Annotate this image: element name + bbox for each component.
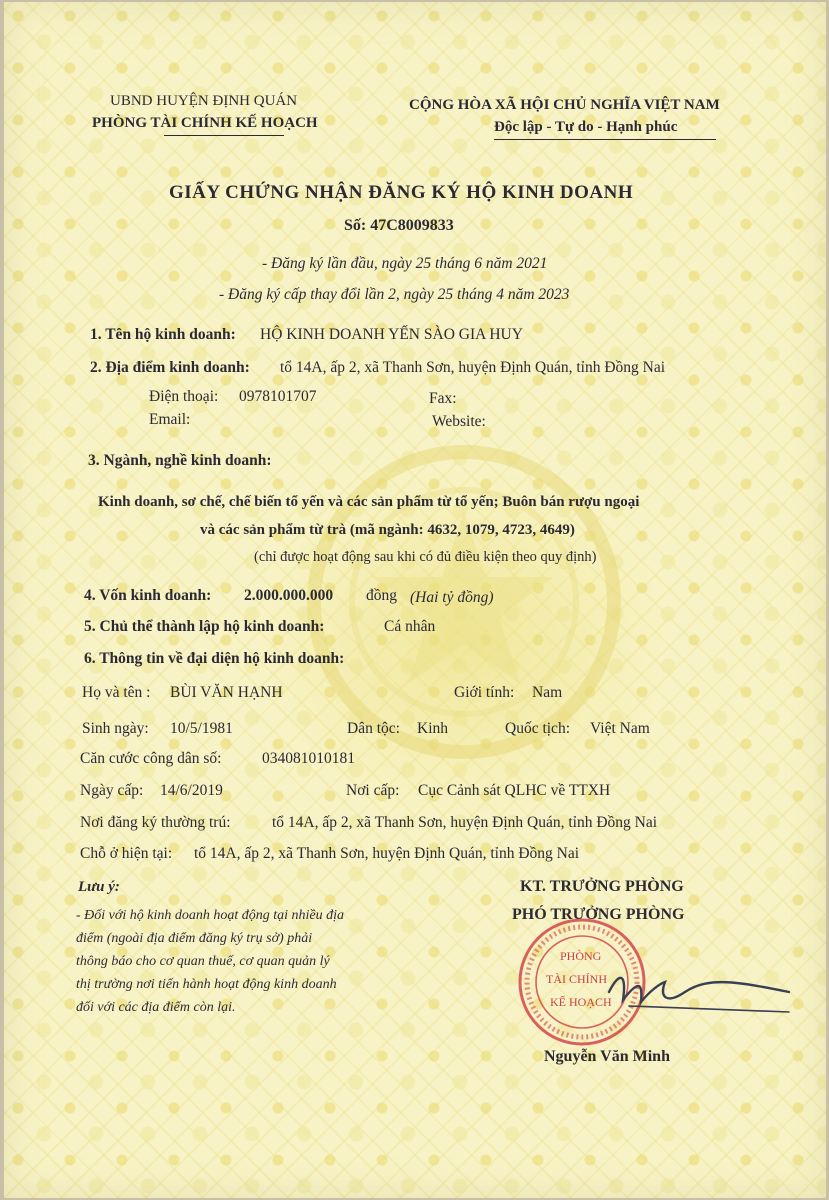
business-lines-note: (chỉ được hoạt động sau khi có đủ điều kiện theo quy định) xyxy=(254,549,597,565)
rep-nationality-value: Việt Nam xyxy=(590,720,650,737)
business-lines-label: 3. Ngành, nghề kinh doanh: xyxy=(88,452,272,469)
rep-id-value: 034081010181 xyxy=(262,750,355,767)
header-right-line2: Độc lập - Tự do - Hạnh phúc xyxy=(494,119,678,135)
rep-ethnic-label: Dân tộc: xyxy=(347,720,400,737)
signer-title-line2: PHÓ TRƯỞNG PHÒNG xyxy=(512,906,685,923)
header-right-rule xyxy=(494,139,716,140)
rep-ethnic-value: Kinh xyxy=(417,720,448,737)
rep-residence-label: Nơi đăng ký thường trú: xyxy=(80,814,231,831)
founder-value: Cá nhân xyxy=(384,618,436,635)
rep-issue-place-label: Nơi cấp: xyxy=(346,782,400,799)
rep-current-value: tổ 14A, ấp 2, xã Thanh Sơn, huyện Định Quán, tỉnh Đồng Nai xyxy=(194,845,580,862)
note-line: đối với các địa điểm còn lại. xyxy=(76,1000,236,1015)
rep-name-label: Họ và tên : xyxy=(82,684,151,701)
capital-label: 4. Vốn kinh doanh: xyxy=(84,587,212,604)
handwritten-signature-icon xyxy=(589,962,799,1022)
certificate-paper xyxy=(4,2,826,1198)
note-line: điểm (ngoài địa điểm đăng ký trụ sở) phải xyxy=(76,931,313,946)
note-line: thị trường nơi tiến hành hoạt động kinh doanh xyxy=(76,977,337,992)
business-name-value: HỘ KINH DOANH YẾN SÀO GIA HUY xyxy=(260,326,523,343)
phone-label: Điện thoại: xyxy=(149,388,219,405)
rep-issue-place-value: Cục Cảnh sát QLHC về TTXH xyxy=(418,782,611,799)
change-registration-date: - Đăng ký cấp thay đổi lần 2, ngày 25 tháng 4 năm 2023 xyxy=(219,286,570,303)
business-lines-line1: Kinh doanh, sơ chế, chế biến tổ yến và các sản phẩm từ tổ yến; Buôn bán rượu ngoại xyxy=(98,494,640,510)
rep-id-label: Căn cước công dân số: xyxy=(80,750,222,767)
signer-name: Nguyễn Văn Minh xyxy=(544,1048,670,1065)
note-line: thông báo cho cơ quan thuế, cơ quan quản lý xyxy=(76,954,330,969)
document-title: GIẤY CHỨNG NHẬN ĐĂNG KÝ HỘ KINH DOANH xyxy=(169,182,634,203)
note-label: Lưu ý: xyxy=(78,879,120,895)
header-left-rule xyxy=(164,135,284,136)
phone-value: 0978101707 xyxy=(239,388,317,405)
email-label: Email: xyxy=(149,411,191,428)
representative-label: 6. Thông tin về đại diện hộ kinh doanh: xyxy=(84,650,345,667)
rep-name-value: BÙI VĂN HẠNH xyxy=(170,684,283,701)
stamp-text-line3: KẾ HOẠCH xyxy=(550,995,612,1009)
note-line: - Đối với hộ kinh doanh hoạt động tại nhiều địa xyxy=(76,908,345,923)
founder-label: 5. Chủ thể thành lập hộ kinh doanh: xyxy=(84,618,325,635)
fax-label: Fax: xyxy=(429,390,457,407)
rep-gender-value: Nam xyxy=(532,684,563,701)
rep-dob-value: 10/5/1981 xyxy=(170,720,233,737)
header-right-line1: CỘNG HÒA XÃ HỘI CHỦ NGHĨA VIỆT NAM xyxy=(409,97,720,113)
business-address-value: tổ 14A, ấp 2, xã Thanh Sơn, huyện Định Quán, tỉnh Đồng Nai xyxy=(280,359,666,376)
stamp-text-line1: PHÒNG xyxy=(560,949,602,963)
stamp-text-line2: TÀI CHÍNH xyxy=(546,972,607,986)
rep-issue-date-label: Ngày cấp: xyxy=(80,782,144,799)
website-label: Website: xyxy=(432,413,486,430)
rep-dob-label: Sinh ngày: xyxy=(82,720,149,737)
business-lines-line2: và các sản phẩm từ trà (mã ngành: 4632, 1079, 4723, 4649) xyxy=(200,522,575,538)
business-address-label: 2. Địa điểm kinh doanh: xyxy=(90,359,250,376)
rep-gender-label: Giới tính: xyxy=(454,684,515,701)
capital-value: 2.000.000.000 xyxy=(244,587,334,604)
rep-current-label: Chỗ ở hiện tại: xyxy=(80,845,173,862)
first-registration-date: - Đăng ký lần đầu, ngày 25 tháng 6 năm 2021 xyxy=(262,255,548,272)
capital-unit: đồng xyxy=(366,587,397,604)
signer-title-line1: KT. TRƯỞNG PHÒNG xyxy=(520,878,684,895)
capital-words: (Hai tỷ đồng) xyxy=(410,589,494,606)
certificate-number: Số: 47C8009833 xyxy=(344,217,454,234)
rep-issue-date-value: 14/6/2019 xyxy=(160,782,223,799)
header-left-line2: PHÒNG TÀI CHÍNH KẾ HOẠCH xyxy=(92,115,318,131)
rep-nationality-label: Quốc tịch: xyxy=(505,720,570,737)
rep-residence-value: tổ 14A, ấp 2, xã Thanh Sơn, huyện Định Quán, tỉnh Đồng Nai xyxy=(272,814,658,831)
header-left-line1: UBND HUYỆN ĐỊNH QUÁN xyxy=(110,93,298,109)
business-name-label: 1. Tên hộ kinh doanh: xyxy=(90,326,236,343)
